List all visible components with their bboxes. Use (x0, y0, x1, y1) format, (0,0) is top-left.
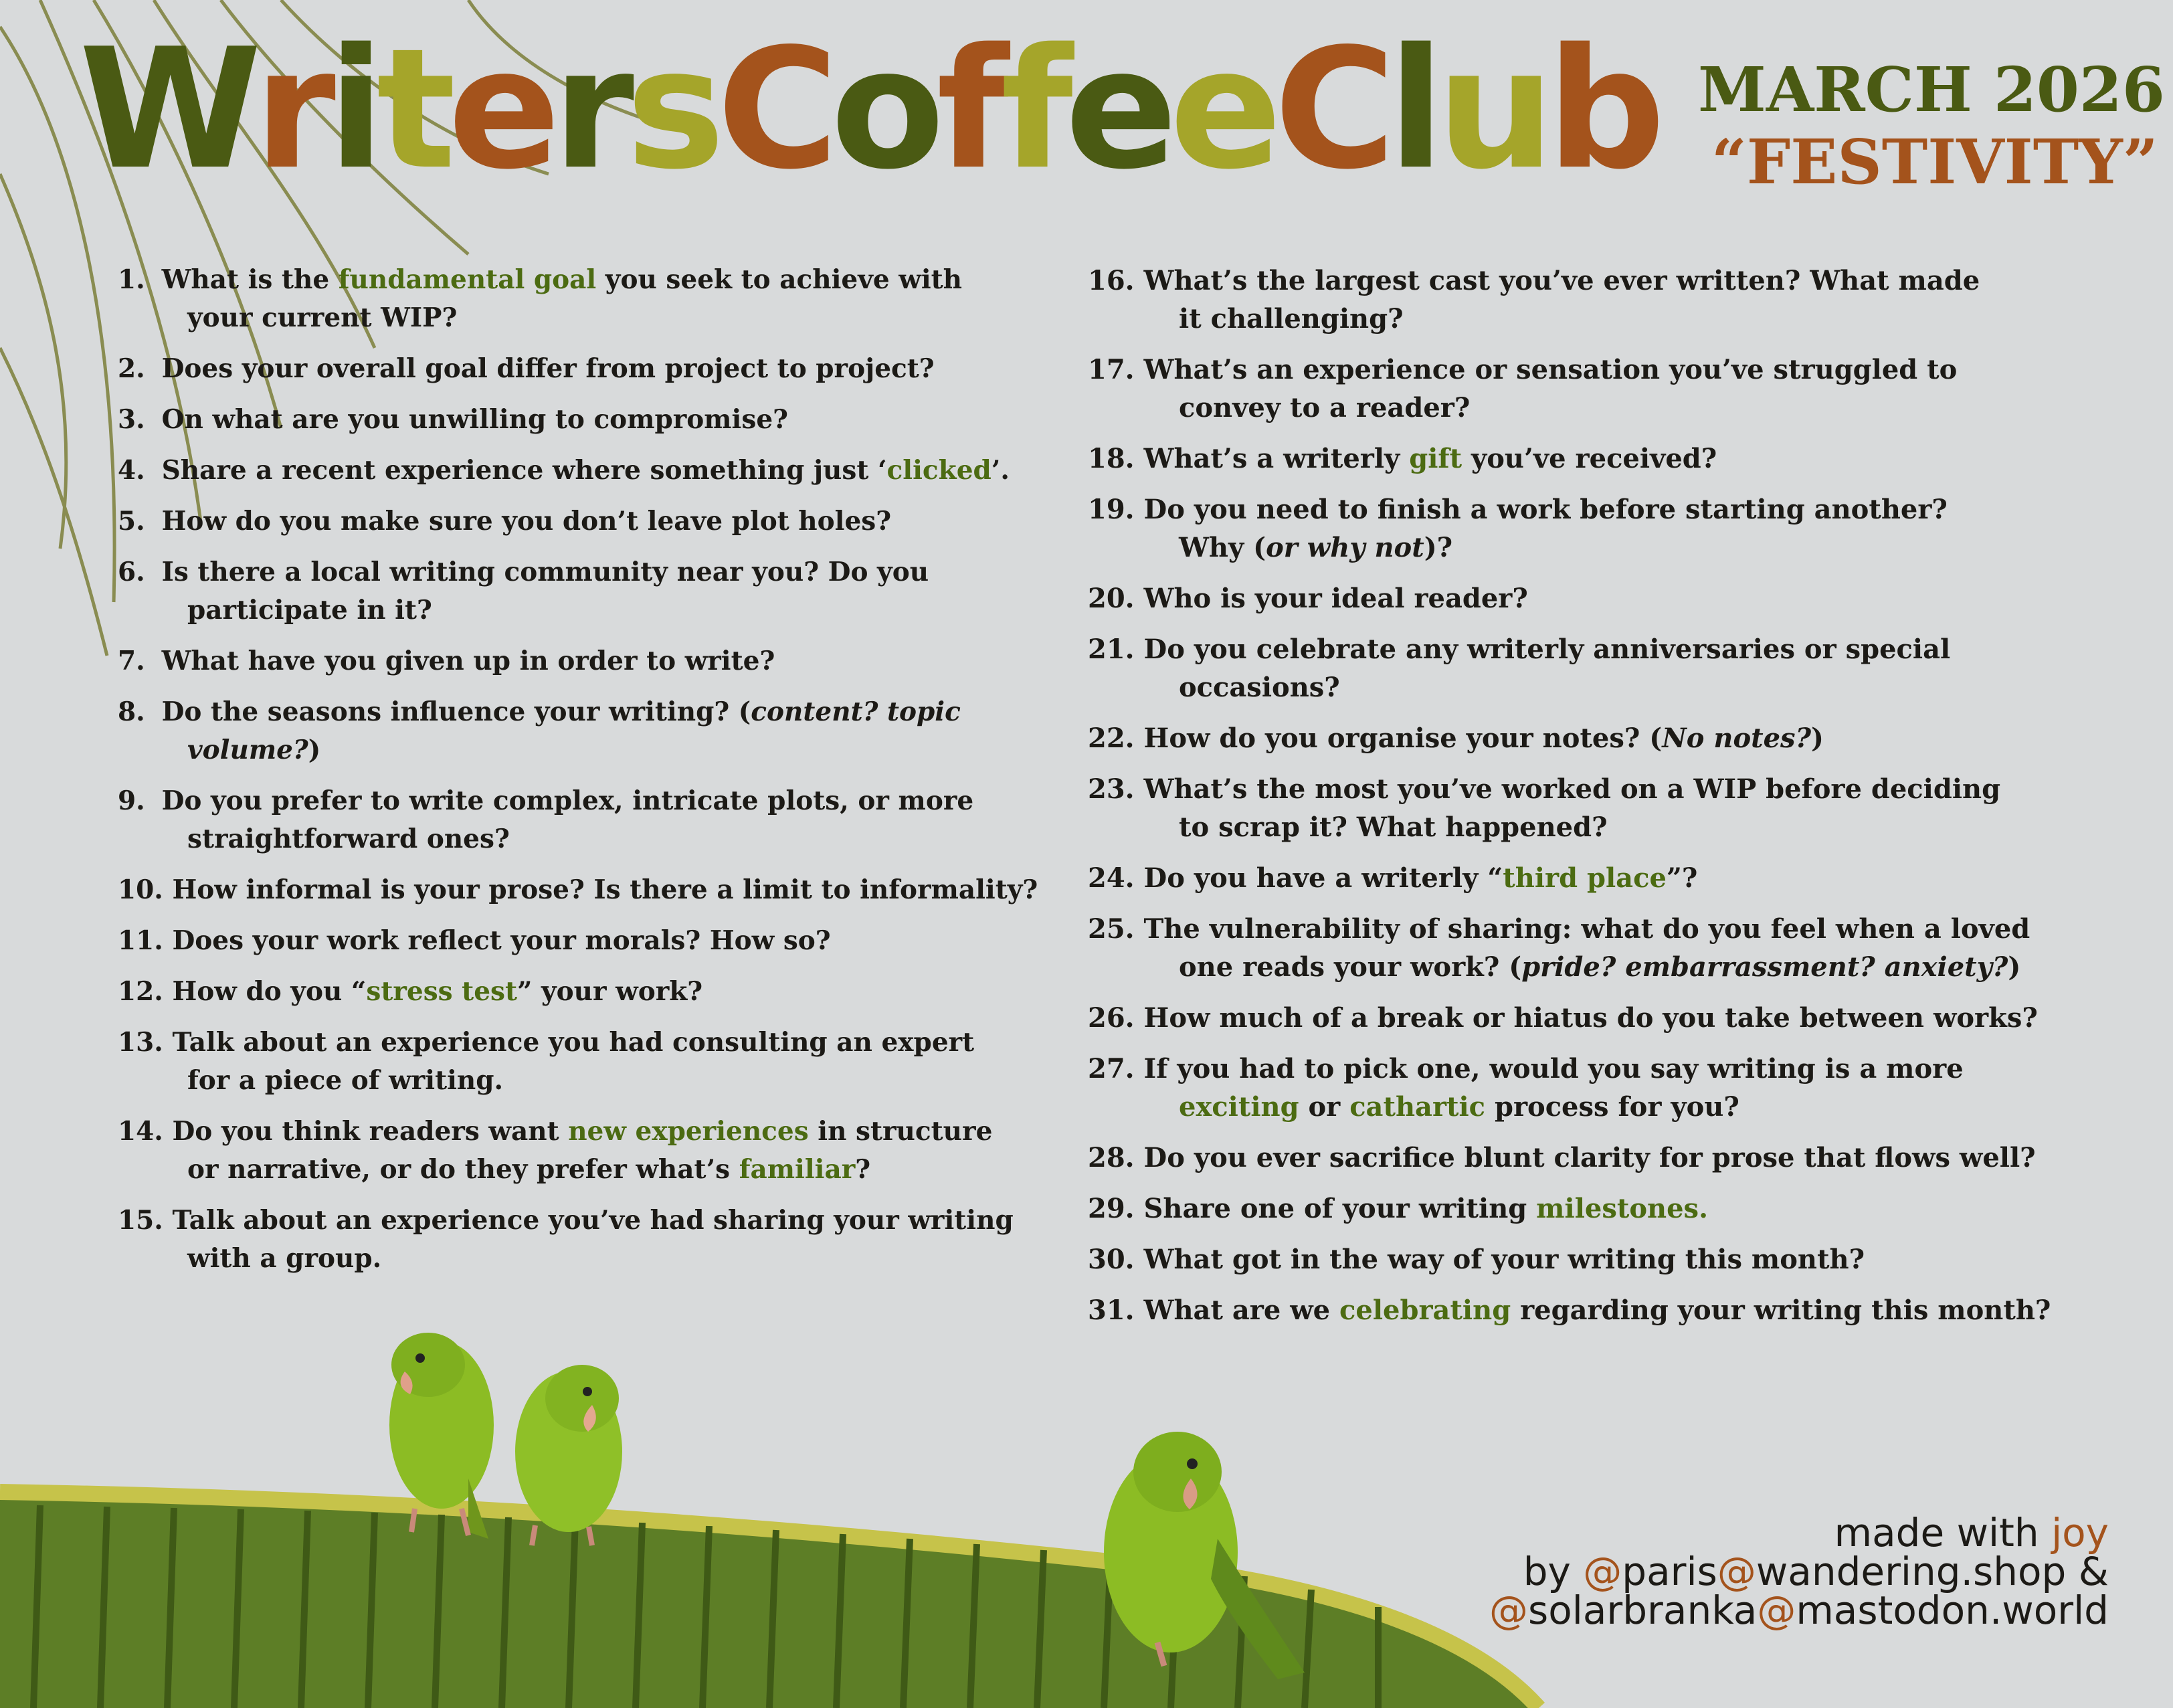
question-text: What’s an experience or sensation you’ve struggled to (1143, 354, 1958, 385)
question-text: How do you organise your notes? ( (1143, 723, 1663, 754)
credit-host: mastodon.world (1796, 1588, 2109, 1633)
question-number: 10. (118, 874, 163, 905)
question-text: occasions? (1179, 672, 1340, 703)
question-text: Do you celebrate any writerly anniversaries or special (1143, 634, 1951, 665)
highlighted-phrase: familiar (739, 1154, 856, 1185)
highlighted-phrase: new experiences (568, 1116, 809, 1147)
question-text: How much of a break or hiatus do you take between works? (1143, 1002, 2038, 1034)
question-item (1088, 719, 2051, 757)
question-text: Talk about an experience you’ve had sharing your writing (172, 1205, 1014, 1236)
question-text: or narrative, or do they prefer what’s (187, 1154, 739, 1185)
credit-text: made with (1834, 1510, 2052, 1555)
question-text: Do the seasons influence your writing? ( (161, 696, 751, 727)
credit-text: by (1523, 1549, 1584, 1594)
title-letter: e (448, 13, 553, 206)
question-number: 27. (1088, 1053, 1135, 1084)
question-item (1088, 1291, 2051, 1329)
credit-line-3 (1489, 1588, 2109, 1633)
question-text: Does your work reflect your morals? How so? (172, 925, 831, 956)
question-number: 29. (1088, 1193, 1135, 1224)
question-text: Is there a local writing community near you? Do you (161, 557, 929, 587)
question-text: Do you need to finish a work before starting another? (1143, 494, 1948, 525)
question-text: )? (1424, 532, 1453, 563)
highlighted-phrase: fundamental goal (338, 264, 597, 295)
question-item (1088, 579, 2051, 618)
credit-host: wandering.shop & (1756, 1549, 2109, 1594)
question-item: 4. Share a recent experience where something just ‘clicked’. (118, 455, 1010, 486)
question-item: 6. Is there a local writing community near you? Do you participate in it? (118, 557, 929, 626)
question-text: Does your overall goal differ from project to project? (161, 353, 935, 384)
question-number: 31. (1088, 1295, 1135, 1326)
highlighted-phrase: milestones. (1536, 1193, 1708, 1224)
question-text: How do you make sure you don’t leave plot holes? (161, 506, 892, 537)
italic-phrase: or why not (1266, 532, 1424, 563)
question-number: 20. (1088, 583, 1135, 614)
question-text: If you had to pick one, would you say writing is a more (1143, 1053, 1964, 1084)
question-text: Talk about an experience you had consulting an expert (172, 1027, 975, 1058)
question-text: What’s a writerly (1143, 443, 1410, 474)
question-text: to scrap it? What happened? (1179, 812, 1608, 843)
question-item: 9. Do you prefer to write complex, intricate plots, or more straightforward ones? (118, 785, 974, 854)
title-letter: f (937, 13, 1001, 206)
question-item (118, 973, 1038, 1011)
at-sign: @ (1757, 1588, 1796, 1633)
question-number: 23. (1088, 773, 1135, 805)
title-letter: b (1546, 13, 1658, 206)
title-letter: C (717, 13, 831, 206)
question-text: ” your work? (516, 976, 703, 1007)
question-item (1088, 1190, 2051, 1228)
question-text: ”? (1666, 862, 1698, 894)
highlighted-phrase: third place (1503, 862, 1667, 894)
highlighted-phrase: celebrating (1339, 1295, 1511, 1326)
question-item (1088, 1050, 2051, 1126)
title-letter: W (79, 13, 254, 206)
question-item (118, 922, 1038, 960)
question-text: with a group. (187, 1243, 382, 1274)
question-text: one reads your work? ( (1179, 951, 1522, 983)
question-number: 13. (118, 1027, 163, 1058)
question-number: 21. (1088, 634, 1135, 665)
question-text: Why ( (1179, 532, 1266, 563)
question-text: What have you given up in order to write? (161, 646, 775, 676)
question-text: you’ve received? (1462, 443, 1717, 474)
question-text: The vulnerability of sharing: what do you feel when a loved (1143, 913, 2030, 945)
question-text: What’s the most you’ve worked on a WIP before deciding (1143, 773, 2001, 805)
italic-phrase: volume? (187, 735, 308, 765)
question-text: ) (2008, 951, 2021, 983)
title-letter: r (254, 13, 328, 206)
question-item (1088, 630, 2051, 706)
at-sign: @ (1717, 1549, 1756, 1594)
question-number: 17. (1088, 354, 1135, 385)
highlighted-phrase: clicked (886, 455, 991, 486)
question-item (1088, 440, 2051, 478)
palm-frond-bottom (0, 1492, 1539, 1708)
question-item: 3. On what are you unwilling to compromise? (118, 404, 788, 435)
question-number: 18. (1088, 443, 1135, 474)
question-item (118, 871, 1038, 909)
title-letter: u (1436, 13, 1547, 206)
question-item (1088, 770, 2051, 846)
title-letter: t (376, 13, 448, 206)
question-text: you seek to achieve with (596, 264, 963, 295)
highlighted-phrase: cathartic (1349, 1091, 1486, 1123)
question-number: 19. (1088, 494, 1135, 525)
question-text: it challenging? (1179, 303, 1404, 335)
question-number: 11. (118, 925, 163, 956)
question-number: 25. (1088, 913, 1135, 945)
question-item (118, 1113, 1038, 1189)
question-item (1088, 490, 2051, 567)
question-item (1088, 1139, 2051, 1177)
credit-handle: solarbranka (1528, 1588, 1758, 1633)
credit-line-2 (1489, 1549, 2109, 1594)
question-text: Do you have a writerly “ (1143, 862, 1503, 894)
question-text: for a piece of writing. (187, 1065, 504, 1096)
title-letter: s (626, 13, 717, 206)
title-letter: r (552, 13, 626, 206)
question-number: 14. (118, 1116, 163, 1147)
title-letter: i (327, 13, 377, 206)
question-text: regarding your writing this month? (1511, 1295, 2051, 1326)
question-text: What got in the way of your writing this month? (1143, 1244, 1865, 1275)
question-item: 5. How do you make sure you don’t leave plot holes? (118, 506, 892, 537)
question-item (118, 1024, 1038, 1100)
title-letter: o (830, 13, 937, 206)
question-text: What is the (161, 264, 339, 295)
question-text: ’. (991, 455, 1010, 486)
highlighted-phrase: gift (1409, 443, 1462, 474)
question-text: Who is your ideal reader? (1143, 583, 1528, 614)
italic-phrase: No notes? (1662, 723, 1811, 754)
question-text: process for you? (1485, 1091, 1739, 1123)
questions-left-column (118, 261, 1038, 1291)
question-text: Do you prefer to write complex, intricate plots, or more (161, 785, 974, 816)
title-letter: C (1274, 13, 1388, 206)
question-number: 12. (118, 976, 163, 1007)
questions-right-column (1088, 262, 2051, 1342)
question-text: How informal is your prose? Is there a limit to informality? (172, 874, 1038, 905)
club-title (79, 13, 1658, 206)
question-text: What are we (1143, 1295, 1340, 1326)
theme-label: “FESTIVITY” (1711, 126, 2158, 198)
question-text: Share one of your writing (1143, 1193, 1537, 1224)
credit-block (1489, 1510, 2109, 1633)
question-number: 26. (1088, 1002, 1135, 1034)
question-number: 30. (1088, 1244, 1135, 1275)
credit-accent: joy (2051, 1510, 2109, 1555)
italic-phrase: pride? embarrassment? anxiety? (1521, 951, 2008, 983)
title-letter: f (1000, 13, 1065, 206)
at-sign: @ (1489, 1588, 1529, 1633)
question-item (1088, 1240, 2051, 1278)
credit-line-1 (1489, 1510, 2109, 1555)
question-item (1088, 262, 2051, 338)
question-text: straightforward ones? (187, 824, 510, 854)
question-number: 15. (118, 1205, 163, 1236)
highlighted-phrase: exciting (1179, 1091, 1299, 1123)
question-text: your current WIP? (187, 302, 458, 333)
question-item: 1. What is the fundamental goal you seek to achieve with your current WIP? (118, 264, 963, 333)
question-text: participate in it? (187, 595, 432, 626)
question-number: 22. (1088, 723, 1135, 754)
question-item (1088, 351, 2051, 427)
question-text: convey to a reader? (1179, 392, 1471, 423)
italic-phrase: content? topic (751, 696, 961, 727)
question-text: On what are you unwilling to compromise? (161, 404, 788, 435)
question-text: Do you ever sacrifice blunt clarity for prose that flows well? (1143, 1142, 2036, 1173)
question-text: ) (1811, 723, 1824, 754)
question-text: Do you think readers want (172, 1116, 569, 1147)
month-label: MARCH 2026 (1698, 54, 2165, 126)
question-text: Share a recent experience where something just ‘ (161, 455, 887, 486)
title-letter: e (1064, 13, 1170, 206)
question-text: How do you “ (172, 976, 367, 1007)
title-letter: l (1388, 13, 1437, 206)
question-number: 28. (1088, 1142, 1135, 1173)
question-item: 7. What have you given up in order to write? (118, 646, 775, 676)
question-number: 24. (1088, 862, 1135, 894)
question-text: ) (308, 735, 321, 765)
question-item: 2. Does your overall goal differ from project to project? (118, 353, 935, 384)
highlighted-phrase: stress test (366, 976, 517, 1007)
question-item (1088, 859, 2051, 897)
question-number: 16. (1088, 265, 1135, 296)
question-text: or (1299, 1091, 1350, 1123)
title-letter: e (1169, 13, 1274, 206)
question-item (1088, 910, 2051, 986)
at-sign: @ (1583, 1549, 1622, 1594)
question-text: ? (855, 1154, 871, 1185)
question-text: in structure (808, 1116, 993, 1147)
question-item: 8. Do the seasons influence your writing? (content? topic volume?) (118, 696, 961, 765)
question-item (1088, 999, 2051, 1037)
credit-handle: paris (1622, 1549, 1717, 1594)
question-item (118, 1202, 1038, 1278)
question-text: What’s the largest cast you’ve ever written? What made (1143, 265, 1980, 296)
